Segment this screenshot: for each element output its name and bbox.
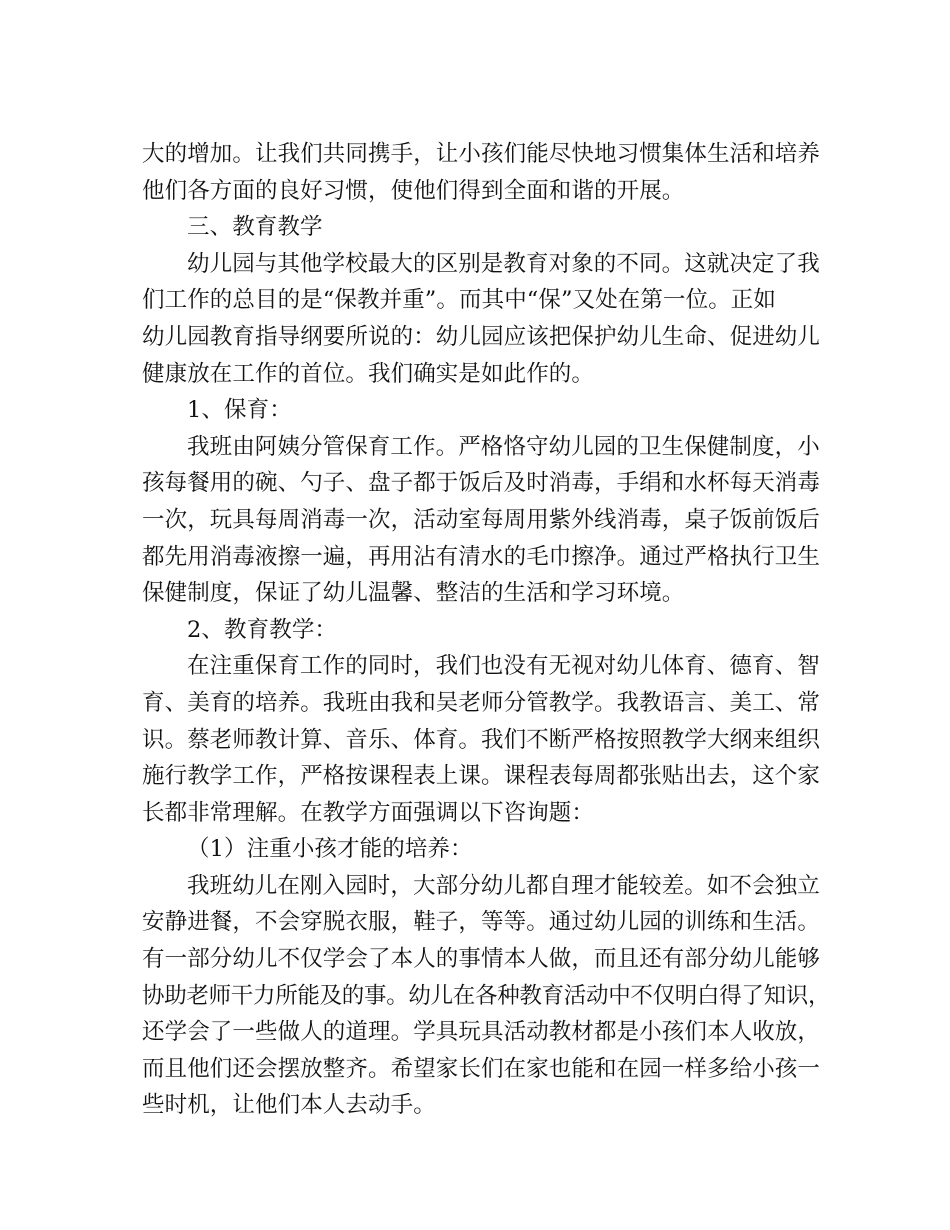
paragraph-first-line: （1）注重小孩才能的培养： <box>187 836 473 863</box>
paragraph-first-line: 三、教育教学 <box>187 214 323 241</box>
text-line: 安静进餐，不会穿脱衣服，鞋子，等等。通过幼儿园的训练和生活。 <box>142 909 821 936</box>
text-line: 而且他们还会摆放整齐。希望家长们在家也能和在园一样多给小孩一 <box>142 1055 821 1082</box>
text-line: 健康放在工作的首位。我们确实是如此作的。 <box>142 360 595 387</box>
paragraph-first-line: 在注重保育工作的同时，我们也没有无视对幼儿体育、德育、智 <box>187 653 820 680</box>
text-line: 施行教学工作，严格按课程表上课。课程表每周都张贴出去，这个家 <box>142 763 821 790</box>
text-line: 协助老师干力所能及的事。幼儿在各种教育活动中不仅明白得了知识， <box>142 982 831 1009</box>
paragraph-first-line: 幼儿园与其他学校最大的区别是教育对象的不同。这就决定了我 <box>187 250 820 277</box>
text-line: 们工作的总目的是“保教并重”。而其中“保”又处在第一位。正如 <box>142 287 777 314</box>
paragraph-first-line: 我班幼儿在刚入园时，大部分幼儿都自理才能较差。如不会独立 <box>187 872 820 899</box>
text-line: 他们各方面的良好习惯，使他们得到全面和谐的开展。 <box>142 177 685 204</box>
text-line: 些时机，让他们本人去动手。 <box>142 1092 436 1119</box>
text-line: 孩每餐用的碗、勺子、盘子都于饭后及时消毒，手绢和水杯每天消毒 <box>142 470 821 497</box>
text-line: 一次，玩具每周消毒一次，活动室每周用紫外线消毒，桌子饭前饭后 <box>142 506 821 533</box>
text-line: 幼儿园教育指导纲要所说的：幼儿园应该把保护幼儿生命、促进幼儿 <box>142 323 821 350</box>
paragraph-first-line: 2、教育教学： <box>187 616 338 643</box>
text-line: 都先用消毒液擦一遍，再用沾有清水的毛巾擦净。通过严格执行卫生 <box>142 543 821 570</box>
text-line: 识。蔡老师教计算、音乐、体育。我们不断严格按照教学大纲来组织 <box>142 726 821 753</box>
text-line: 大的增加。让我们共同携手，让小孩们能尽快地习惯集体生活和培养 <box>142 141 821 167</box>
text-line: 保健制度，保证了幼儿温馨、整洁的生活和学习环境。 <box>142 580 685 607</box>
text-line: 长都非常理解。在教学方面强调以下咨询题： <box>142 799 595 826</box>
text-line: 育、美育的培养。我班由我和吴老师分管教学。我教语言、美工、常 <box>142 689 821 716</box>
paragraph-first-line: 1、保育： <box>187 397 292 424</box>
text-line: 还学会了一些做人的道理。学具玩具活动教材都是小孩们本人收放， <box>142 1019 821 1046</box>
document-body <box>142 136 831 1124</box>
paragraph-first-line: 我班由阿姨分管保育工作。严格恪守幼儿园的卫生保健制度，小 <box>187 433 820 460</box>
text-line: 有一部分幼儿不仅学会了本人的事情本人做，而且还有部分幼儿能够 <box>142 946 821 973</box>
